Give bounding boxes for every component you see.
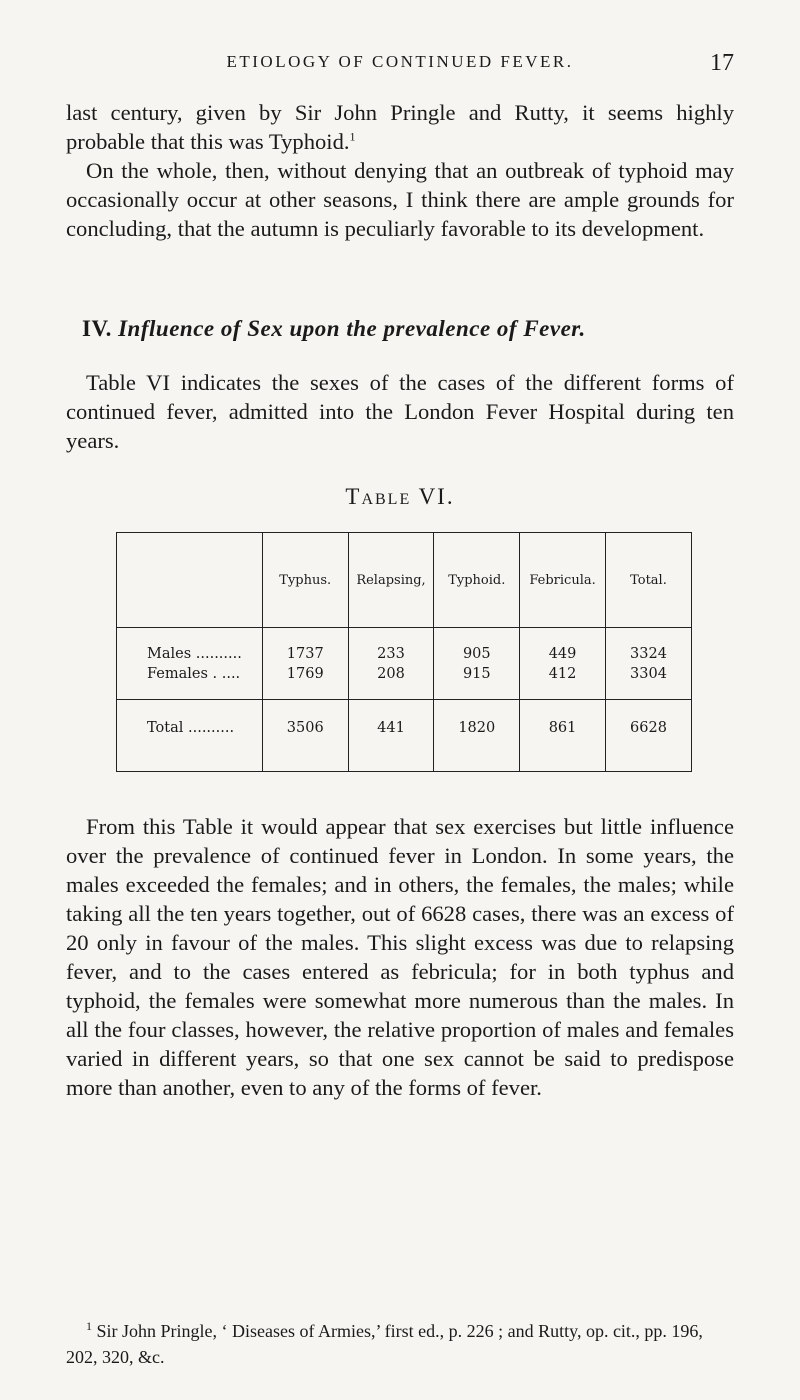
paragraph-table-intro: Table VI indicates the sexes of the cases of the different forms of continued fever, admitted into the London Fever Hospital during ten years. bbox=[66, 370, 734, 453]
column-header-febricula: Febricula. bbox=[520, 533, 606, 628]
typhus-cells bbox=[262, 628, 348, 700]
section-numeral: IV. bbox=[82, 316, 112, 341]
table-cell: 3506 bbox=[262, 700, 348, 772]
page-header bbox=[0, 50, 800, 80]
table-cell: 1737 bbox=[286, 646, 324, 662]
paragraph-text: last century, given by Sir John Pringle and Rutty, it seems highly probable that this was Typhoid. bbox=[66, 100, 734, 154]
footnote-text: Sir John Pringle, ‘ Diseases of Armies,’ first ed., p. 226 ; and Rutty, op. cit., pp. 196, 202, 320, &c. bbox=[66, 1321, 703, 1367]
page-number: 17 bbox=[710, 50, 734, 76]
table-cell: 3324 bbox=[630, 646, 667, 662]
table-row bbox=[117, 628, 691, 700]
table-cell: 441 bbox=[348, 700, 434, 772]
table-cell: 233 bbox=[377, 646, 405, 662]
row-labels bbox=[117, 628, 262, 700]
table-cell: 208 bbox=[377, 666, 405, 682]
table-cell: 3304 bbox=[630, 666, 667, 682]
footnote-reference: 1 bbox=[349, 129, 356, 144]
column-header-blank bbox=[117, 533, 262, 628]
section-heading bbox=[82, 316, 742, 342]
paragraph-analysis: From this Table it would appear that sex exercises but little influence over the prevalence of continued fever in London. In some years, the males exceeded the females; and in others, the females, the males; while taking all the ten years together, out of 6628 cases, there was an excess of 20 only in favour of the males. This slight excess was due to relapsing fever, and to the cases entered as febricula; for in both typhus and typhoid, the females were somewhat more numerous than the males. In all the four classes, however, the relative proportion of males and females varied in different years, so that one sex cannot be said to predispose more than another, even to any of the forms of fever. bbox=[66, 814, 734, 1100]
footnote-marker: 1 bbox=[86, 1319, 92, 1333]
table-vi bbox=[116, 532, 692, 772]
section-title: Influence of Sex upon the prevalence of Fever. bbox=[118, 316, 586, 341]
table-cell: 1769 bbox=[286, 666, 324, 682]
footnote bbox=[66, 1318, 736, 1370]
row-label-males: Males .......... bbox=[147, 646, 242, 662]
paragraph-continuation bbox=[66, 98, 734, 156]
row-label-females: Females . .... bbox=[147, 666, 241, 682]
column-header-total: Total. bbox=[605, 533, 691, 628]
febricula-cells bbox=[520, 628, 606, 700]
table-cell: 861 bbox=[520, 700, 606, 772]
column-header-typhoid: Typhoid. bbox=[434, 533, 520, 628]
table-cell: 905 bbox=[462, 646, 491, 662]
table-caption: Table VI. bbox=[345, 484, 455, 509]
table-cell: 915 bbox=[462, 666, 491, 682]
table-cell: 1820 bbox=[434, 700, 520, 772]
relapsing-cells bbox=[348, 628, 434, 700]
fever-sex-table bbox=[117, 533, 691, 772]
table-cell: 449 bbox=[548, 646, 577, 662]
table-cell: 412 bbox=[548, 666, 577, 682]
table-cell: 6628 bbox=[605, 700, 691, 772]
column-header-relapsing: Relapsing, bbox=[348, 533, 434, 628]
table-total-row bbox=[117, 700, 691, 772]
column-header-typhus: Typhus. bbox=[262, 533, 348, 628]
running-title: ETIOLOGY OF CONTINUED FEVER. bbox=[226, 52, 574, 71]
row-label-total: Total .......... bbox=[117, 700, 262, 772]
typhoid-cells bbox=[434, 628, 520, 700]
total-cells bbox=[605, 628, 691, 700]
paragraph-autumn: On the whole, then, without denying that an outbreak of typhoid may occasionally occur at other seasons, I think there are ample grounds for concluding, that the autumn is peculiarly favorable to its development. bbox=[66, 158, 734, 241]
table-header-row bbox=[117, 533, 691, 628]
